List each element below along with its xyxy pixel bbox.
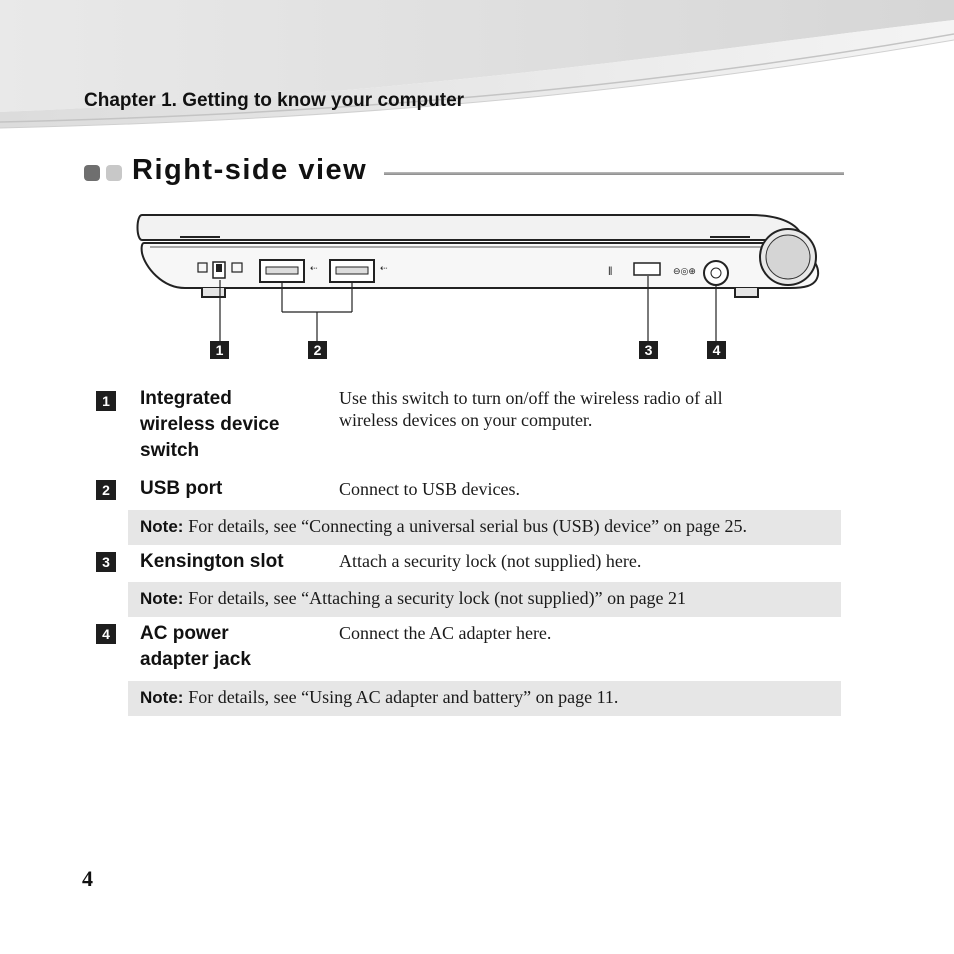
- title-bullet-light-icon: [106, 165, 122, 181]
- chapter-heading: Chapter 1. Getting to know your computer: [84, 90, 465, 111]
- item-1-description: Use this switch to turn on/off the wireless radio of all wireless devices on your computer.: [339, 388, 723, 430]
- item-4-description: Connect the AC adapter here.: [339, 623, 552, 643]
- callout-1-label: 1: [215, 342, 224, 358]
- section-title: Right-side view: [132, 154, 368, 186]
- item-3-term: Kensington slot: [140, 551, 284, 572]
- header-swoosh-decoration: [0, 0, 954, 140]
- item-2-number: 2: [96, 480, 116, 500]
- item-4-term: AC power adapter jack: [140, 623, 251, 670]
- note-label: Note:: [140, 517, 184, 536]
- title-rule: [384, 172, 844, 175]
- laptop-foot-right: [735, 288, 758, 297]
- callout-2-label: 2: [313, 342, 322, 358]
- item-2-description: Connect to USB devices.: [339, 479, 520, 499]
- usb-icon-2: ⇠: [380, 264, 388, 274]
- note-label: Note:: [140, 688, 184, 707]
- page-number: 4: [82, 866, 93, 891]
- dc-in-icon: ⊖◎⊕: [673, 267, 696, 277]
- laptop-right-side-diagram: [130, 205, 830, 365]
- title-bullet-dark-icon: [84, 165, 100, 181]
- section-title-row: [84, 152, 844, 192]
- note-security-lock: [128, 582, 841, 617]
- item-3-description: Attach a security lock (not supplied) here.: [339, 551, 642, 571]
- laptop-foot-left: [202, 288, 225, 297]
- item-2-term: USB port: [140, 478, 223, 499]
- note-ac-adapter: [128, 681, 841, 716]
- laptop-lid: [138, 215, 803, 240]
- note-usb: [128, 510, 841, 545]
- note-label: Note:: [140, 589, 184, 608]
- item-3-number: 3: [96, 552, 116, 572]
- callout-4-label: 4: [712, 342, 721, 358]
- kensington-slot: [634, 263, 660, 275]
- callout-3-label: 3: [644, 342, 653, 358]
- note-text: For details, see “Connecting a universal serial bus (USB) device” on page 25.: [188, 516, 748, 536]
- item-4-number: 4: [96, 624, 116, 644]
- usb-icon-1: ⇠: [310, 264, 318, 274]
- item-1-number: 1: [96, 391, 116, 411]
- lock-icon: ǁ: [608, 266, 613, 276]
- note-text: For details, see “Attaching a security lock (not supplied)” on page 21: [188, 588, 687, 608]
- note-text: For details, see “Using AC adapter and battery” on page 11.: [188, 687, 619, 707]
- item-1-term: Integrated wireless device switch: [140, 388, 280, 461]
